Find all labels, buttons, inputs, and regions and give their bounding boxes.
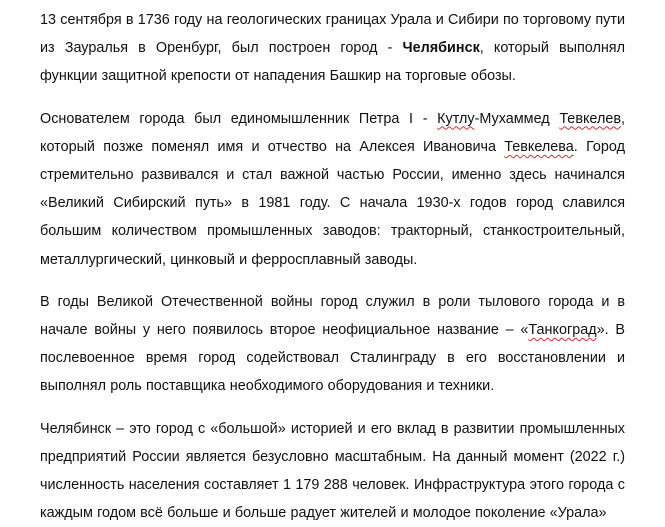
spellcheck-word[interactable]: Танкоград	[528, 322, 597, 339]
text-run: -Мухаммед	[474, 110, 560, 127]
spellcheck-word[interactable]: Кутлу	[437, 110, 475, 127]
paragraph-war-years	[40, 288, 625, 401]
paragraph-founder	[40, 105, 625, 274]
city-name-bold: Челябинск	[402, 40, 480, 57]
text-run: ». В послевоенное время город содействовал Сталинграду в его восстановлении и выполнял роль поставщика необходимого оборудования и техники.	[40, 322, 625, 395]
text-run: 13 сентября в 1736 году на геологических границах Урала и Сибири по торговому пути из Зауралья в Оренбург, был построен город -	[40, 12, 625, 57]
text-run: , который выполнял функции защитной крепости от нападения Башкир на торговые обозы.	[40, 40, 625, 85]
spellcheck-word[interactable]: Тевкелев	[559, 110, 621, 127]
text-run: , который позже поменял имя и отчество на Алексея Ивановича	[40, 110, 625, 155]
text-run: Челябинск – это город с «большой» историей и его вклад в развитии промышленных предприятий России является безусловно масштабным. На данный момент (2022 г.) численность населения составляет 1 179 288 человек. Инфраструктура этого города с каждым годом всё больше и больше радует жителей и молодое поколение «Урала»	[40, 420, 625, 522]
spellcheck-word[interactable]: Тевкелева	[504, 138, 574, 155]
text-run: . Город стремительно развивался и стал важной частью России, именно здесь начинался «Великий Сибирский путь» в 1981 году. С начала 1930-х годов город славился большим количеством промышленных заводов: тракторный, станкостроительный, металлургический, цинковый и ферросплавный заводы.	[40, 138, 625, 268]
paragraph-founding	[40, 6, 625, 91]
text-run: Основателем города был единомышленник Петра I -	[40, 110, 438, 127]
text-run: В годы Великой Отечественной войны город служил в роли тылового города и в начале войны у него появилось второе неофициальное название – «	[40, 293, 625, 339]
paragraph-present-day	[40, 415, 625, 527]
